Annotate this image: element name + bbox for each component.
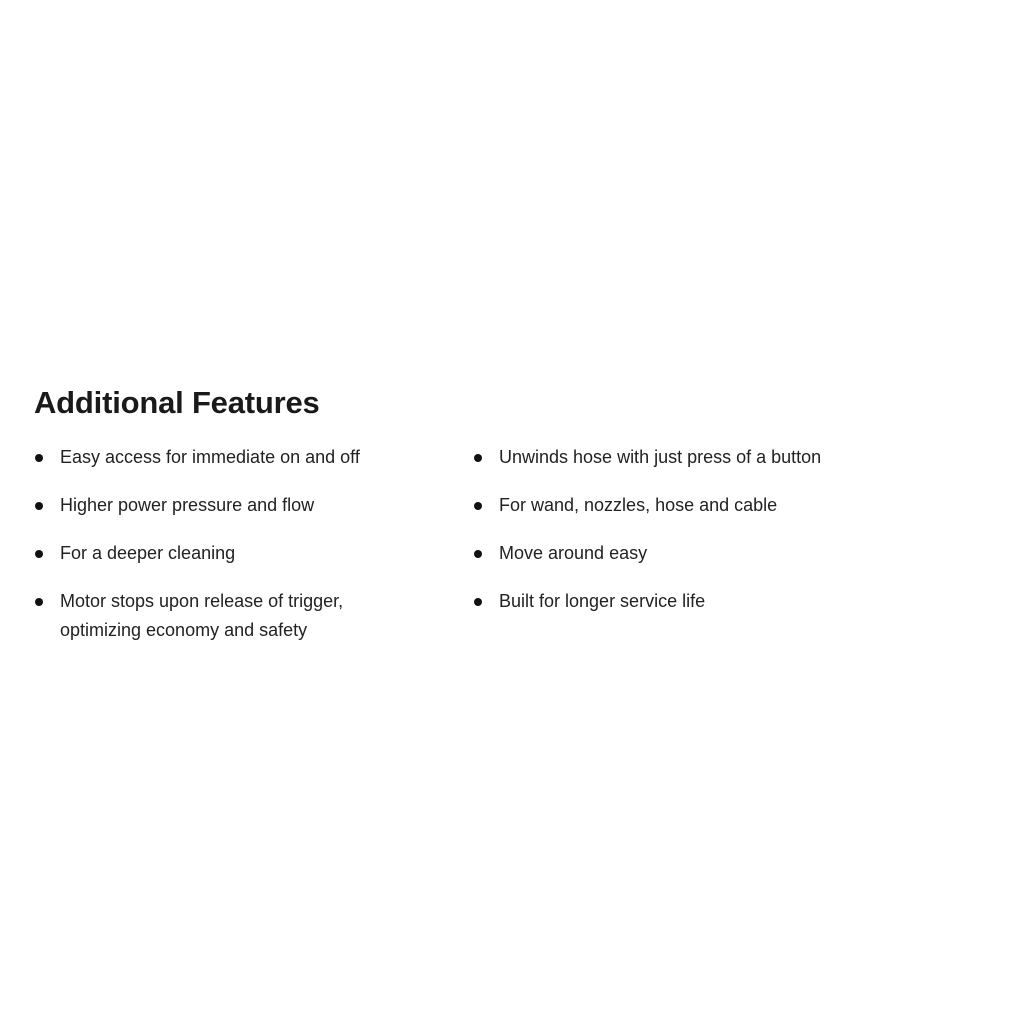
feature-list-left xyxy=(34,443,473,664)
bullet-icon xyxy=(474,550,482,558)
feature-item xyxy=(473,587,893,616)
feature-text: Move around easy xyxy=(499,543,648,563)
bullet-icon xyxy=(474,502,482,510)
feature-text: Easy access for immediate on and off xyxy=(60,447,360,467)
feature-text: For wand, nozzles, hose and cable xyxy=(499,495,778,515)
bullet-icon xyxy=(474,598,482,606)
bullet-icon xyxy=(35,454,43,462)
feature-item xyxy=(34,491,420,520)
feature-text: For a deeper cleaning xyxy=(60,543,236,563)
section-title: Additional Features xyxy=(34,385,320,420)
feature-columns xyxy=(34,443,914,664)
feature-item xyxy=(473,443,893,472)
feature-item xyxy=(34,587,420,645)
feature-item xyxy=(34,539,420,568)
feature-text: Motor stops upon release of trigger, optimizing economy and safety xyxy=(60,591,344,640)
additional-features-section xyxy=(34,383,914,664)
feature-text: Built for longer service life xyxy=(499,591,706,611)
feature-text: Higher power pressure and flow xyxy=(60,495,315,515)
feature-item xyxy=(34,443,420,472)
feature-list-right xyxy=(473,443,893,664)
bullet-icon xyxy=(35,550,43,558)
feature-text: Unwinds hose with just press of a button xyxy=(499,447,822,467)
feature-item xyxy=(473,539,893,568)
bullet-icon xyxy=(35,598,43,606)
feature-item xyxy=(473,491,893,520)
bullet-icon xyxy=(35,502,43,510)
bullet-icon xyxy=(474,454,482,462)
